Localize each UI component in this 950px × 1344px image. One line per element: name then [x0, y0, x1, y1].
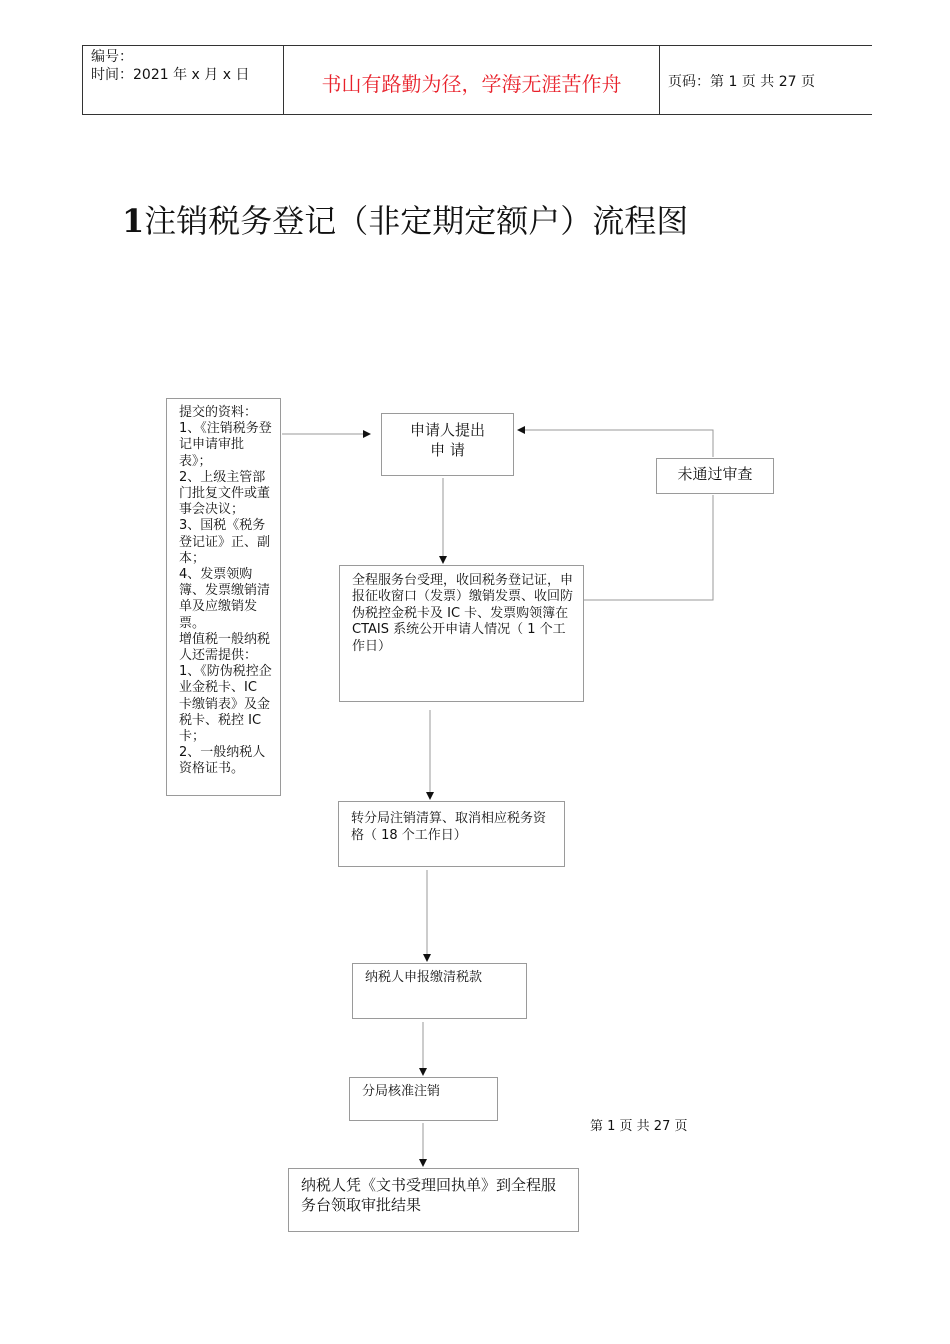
- required-materials-text: 提交的资料： 1、《注销税务登记申请审批表》； 2、上级主管部门批复文件或董事会决议； 3、国税《税务登记证》正、副本； 4、发票领购簿、发票缴销清单及应缴销发票。 增值税一般纳税人还需提供： 1、《防伪税控企业金税卡、IC 卡缴销表》及金税卡、税控 IC 卡； 2、一般纳税人资格证书。: [179, 405, 272, 777]
- taxpayer-declare-box: [352, 963, 527, 1019]
- footer-page-number: 第 1 页 共 27 页: [590, 1119, 688, 1134]
- review-failed-box: [656, 458, 774, 494]
- applicant-submit-box: [381, 413, 514, 476]
- branch-approve-box: [349, 1077, 498, 1121]
- service-desk-accept-box: [339, 565, 584, 702]
- arrow-reject-loop: [584, 495, 713, 600]
- header-page-info: 页码：第 1 页 共 27 页: [668, 74, 815, 90]
- taxpayer-declare-text: 纳税人申报缴清税款: [365, 970, 483, 985]
- branch-clearance-text: 转分局注销清算、取消相应税务资格（ 18 个工作日）: [351, 811, 547, 843]
- arrow-reject-to-apply: [518, 430, 713, 457]
- applicant-submit-line1: 申请人提出: [409, 421, 485, 439]
- document-time-label: 时间：2021 年 x 月 x 日: [91, 67, 250, 83]
- review-failed-label: 未通过审查: [677, 465, 753, 483]
- collect-result-text: 纳税人凭《文书受理回执单》到全程服务台领取审批结果: [301, 1176, 557, 1214]
- applicant-submit-line2: 申 请: [430, 441, 465, 459]
- collect-result-box: [288, 1168, 579, 1232]
- branch-approve-text: 分局核准注销: [362, 1084, 441, 1099]
- branch-clearance-box: [338, 801, 565, 867]
- title-text: 注销税务登记（非定期定额户）流程图: [144, 202, 689, 240]
- document-number-label: 编号：: [91, 49, 133, 65]
- title-number: 1: [122, 202, 145, 240]
- required-materials-box: [166, 398, 281, 796]
- service-desk-accept-text: 全程服务台受理，收回税务登记证，申报征收窗口（发票）缴销发票、收回防伪税控金税卡及 IC 卡、发票购领簿在 CTAIS 系统公开申请人情况（ 1 个工作日）: [352, 573, 574, 654]
- header-motto: 书山有路勤为径，学海无涯苦作舟: [321, 72, 622, 96]
